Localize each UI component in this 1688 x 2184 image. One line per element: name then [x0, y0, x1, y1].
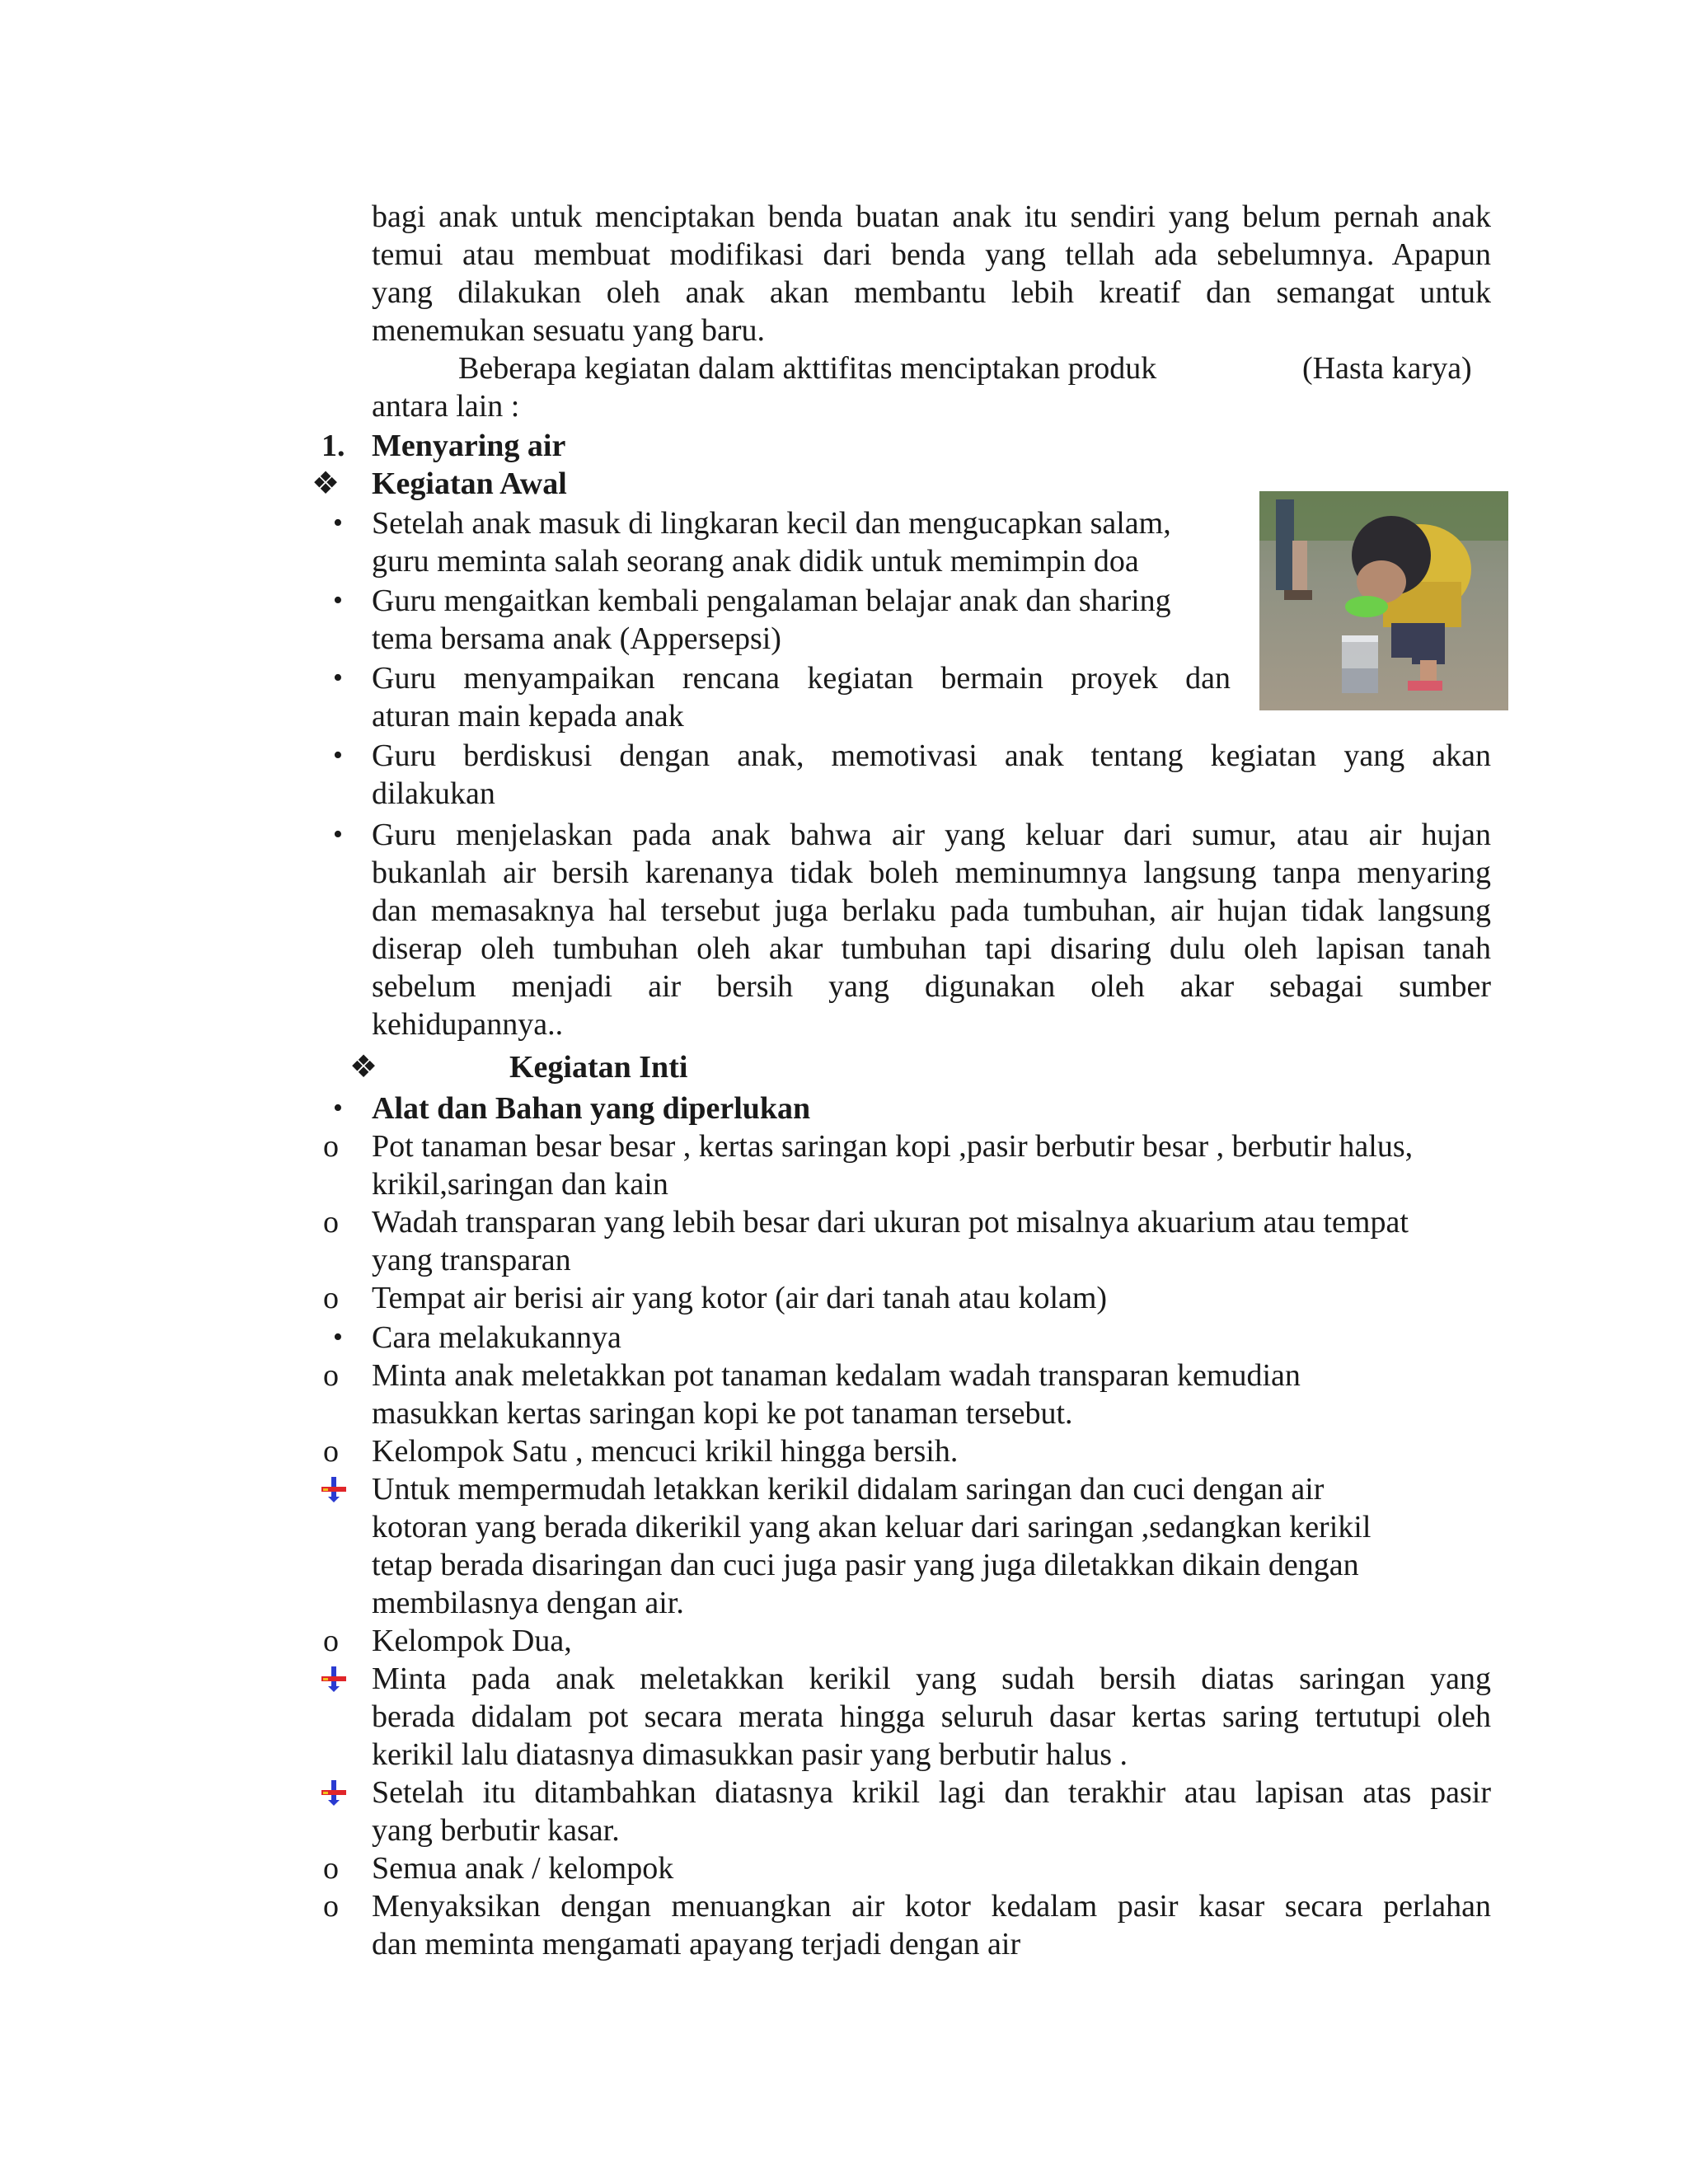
- intro-line-1: bagi anak untuk menciptakan benda buatan anak itu sendiri yang belum pernah anak: [372, 199, 1491, 234]
- semua-detail-line-1: Menyaksikan dengan menuangkan air kotor kedalam pasir kasar secara perlahan: [372, 1889, 1491, 1924]
- k1-detail-line-4: membilasnya dengan air.: [372, 1586, 684, 1620]
- awal-heading: Kegiatan Awal: [372, 466, 567, 501]
- k1-detail-line-2: kotoran yang berada dikerikil yang akan keluar dari saringan ,sedangkan kerikil: [372, 1510, 1372, 1544]
- k2-detail1-line-1: Minta pada anak meletakkan kerikil yang sudah bersih diatas saringan yang: [372, 1661, 1491, 1696]
- awal-item-4-line-2: dilakukan: [372, 776, 495, 811]
- awal-item-1-line-1: Setelah anak masuk di lingkaran kecil dan mengucapkan salam,: [372, 506, 1171, 541]
- circle-bullet-icon: o: [323, 1358, 339, 1393]
- bullet-icon: •: [333, 508, 343, 538]
- bullet-icon: •: [333, 663, 343, 693]
- alat-item-2-line-1: Wadah transparan yang lebih besar dari ukuran pot misalnya akuarium atau tempat: [372, 1205, 1409, 1240]
- inti-heading: Kegiatan Inti: [509, 1050, 688, 1085]
- alat-heading: Alat dan Bahan yang diperlukan: [372, 1091, 811, 1126]
- alat-item-3-line-1: Tempat air berisi air yang kotor (air dari tanah atau kolam): [372, 1281, 1108, 1315]
- red-blue-plus-arrow-icon: [320, 1665, 348, 1693]
- circle-bullet-icon: o: [323, 1624, 339, 1658]
- circle-bullet-icon: o: [323, 1129, 339, 1164]
- circle-bullet-icon: o: [323, 1205, 339, 1240]
- awal-item-1-line-2: guru meminta salah seorang anak didik untuk memimpin doa: [372, 544, 1139, 579]
- bullet-icon: •: [333, 1322, 343, 1352]
- k2-detail2-line-2: yang berbutir kasar.: [372, 1813, 620, 1848]
- k1-detail-line-3: tetap berada disaringan dan cuci juga pasir yang juga diletakkan dikain dengan: [372, 1548, 1359, 1582]
- section-number: 1.: [321, 429, 345, 463]
- para2-line1-left: Beberapa kegiatan dalam akttifitas menciptakan produk: [458, 351, 1157, 386]
- k2-detail1-line-2: berada didalam pot secara merata hingga seluruh dasar kertas saring tertutupi oleh: [372, 1699, 1491, 1734]
- semua-kelompok: Semua anak / kelompok: [372, 1851, 674, 1886]
- circle-bullet-icon: o: [323, 1434, 339, 1469]
- k2-detail2-line-1: Setelah itu ditambahkan diatasnya krikil lagi dan terakhir atau lapisan atas pasir: [372, 1775, 1491, 1810]
- k2-detail1-line-3: kerikil lalu diatasnya dimasukkan pasir yang berbutir halus .: [372, 1737, 1128, 1772]
- circle-bullet-icon: o: [323, 1281, 339, 1315]
- k1-detail-line-1: Untuk mempermudah letakkan kerikil didalam saringan dan cuci dengan air: [372, 1472, 1325, 1507]
- awal-item-3-line-2: aturan main kepada anak: [372, 699, 684, 733]
- intro-line-3: yang dilakukan oleh anak akan membantu lebih kreatif dan semangat untuk: [372, 275, 1491, 310]
- cara-1-line-1: Minta anak meletakkan pot tanaman kedalam wadah transparan kemudian: [372, 1358, 1301, 1393]
- intro-line-4: menemukan sesuatu yang baru.: [372, 313, 765, 348]
- bullet-icon: •: [333, 740, 343, 771]
- awal-item-5-line-3: dan memasaknya hal tersebut juga berlaku pada tumbuhan, air hujan tidak langsung: [372, 893, 1491, 928]
- kelompok-dua: Kelompok Dua,: [372, 1624, 572, 1658]
- awal-item-2-line-1: Guru mengaitkan kembali pengalaman belajar anak dan sharing: [372, 583, 1171, 618]
- red-blue-plus-arrow-icon: [320, 1475, 348, 1503]
- diamond-bullet-icon: ❖: [349, 1050, 378, 1085]
- awal-item-3-line-1: Guru menyampaikan rencana kegiatan bermain proyek dan: [372, 661, 1231, 696]
- section-title: Menyaring air: [372, 429, 566, 463]
- alat-item-1-line-2: krikil,saringan dan kain: [372, 1167, 668, 1202]
- alat-item-1-line-1: Pot tanaman besar besar , kertas saringan kopi ,pasir berbutir besar , berbutir halus,: [372, 1129, 1414, 1164]
- intro-line-2: temui atau membuat modifikasi dari benda yang tellah ada sebelumnya. Apapun: [372, 237, 1491, 272]
- para2-line2: antara lain :: [372, 389, 520, 424]
- red-blue-plus-arrow-icon: [320, 1779, 348, 1807]
- circle-bullet-icon: o: [323, 1851, 339, 1886]
- awal-item-5-line-6: kehidupannya..: [372, 1007, 564, 1042]
- bullet-icon: •: [333, 1093, 343, 1123]
- diamond-bullet-icon: ❖: [312, 466, 340, 501]
- bullet-icon: •: [333, 585, 343, 616]
- awal-item-5-line-5: sebelum menjadi air bersih yang digunakan oleh akar sebagai sumber: [372, 969, 1491, 1004]
- kelompok-satu: Kelompok Satu , mencuci krikil hingga bersih.: [372, 1434, 959, 1469]
- bullet-icon: •: [333, 819, 343, 850]
- cara-heading: Cara melakukannya: [372, 1320, 621, 1355]
- child-filtering-water-photo: [1259, 491, 1508, 710]
- awal-item-5-line-2: bukanlah air bersih karenanya tidak boleh meminumnya langsung tanpa menyaring: [372, 855, 1491, 890]
- semua-detail-line-2: dan meminta mengamati apayang terjadi dengan air: [372, 1927, 1021, 1961]
- circle-bullet-icon: o: [323, 1889, 339, 1924]
- awal-item-2-line-2: tema bersama anak (Appersepsi): [372, 621, 781, 656]
- awal-item-5-line-4: diserap oleh tumbuhan oleh akar tumbuhan tapi disaring dulu oleh lapisan tanah: [372, 931, 1491, 966]
- awal-item-5-line-1: Guru menjelaskan pada anak bahwa air yang keluar dari sumur, atau air hujan: [372, 818, 1491, 852]
- para2-line1-right: (Hasta karya): [1302, 351, 1472, 386]
- awal-item-4-line-1: Guru berdiskusi dengan anak, memotivasi anak tentang kegiatan yang akan: [372, 738, 1491, 773]
- alat-item-2-line-2: yang transparan: [372, 1243, 571, 1277]
- cara-1-line-2: masukkan kertas saringan kopi ke pot tanaman tersebut.: [372, 1396, 1073, 1431]
